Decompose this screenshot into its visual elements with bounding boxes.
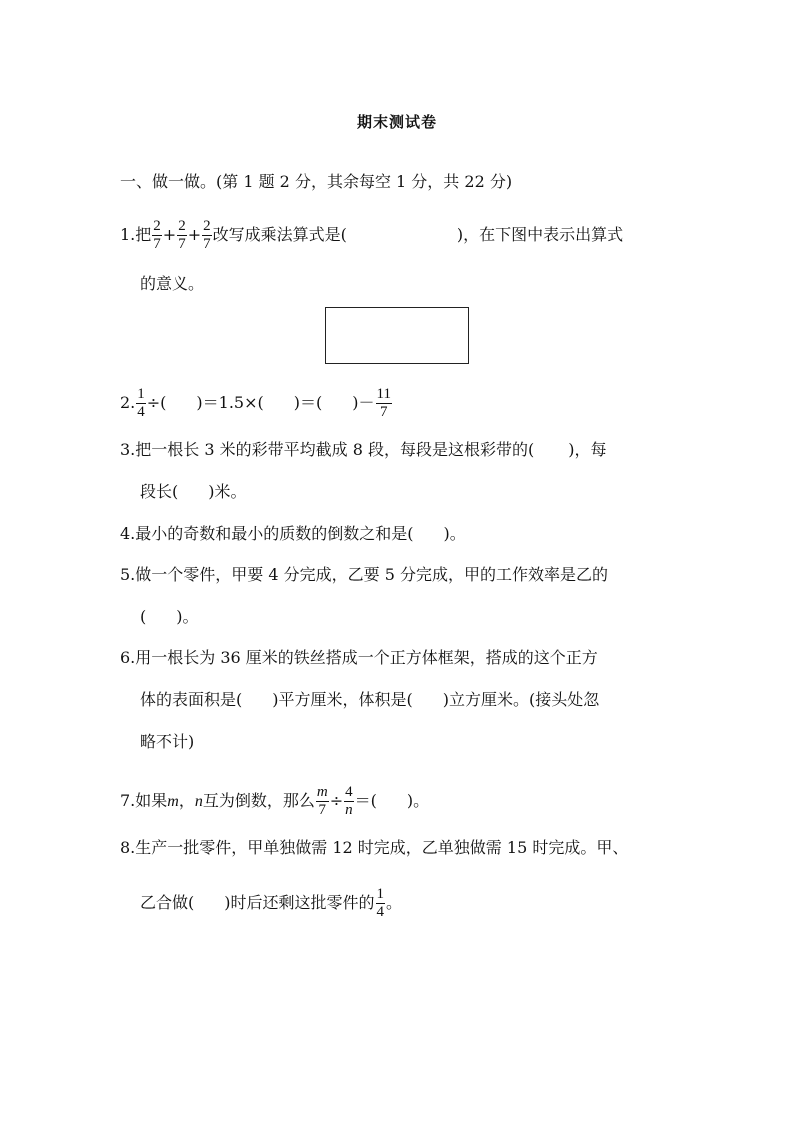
q7-c: ＝( [354,791,377,810]
q6-line2b: )平方厘米，体积是( [272,690,413,709]
q7-div: ÷ [329,791,344,810]
q8-fraction-num: 1 [376,886,384,902]
q1-fraction-1-den: 7 [153,236,161,252]
q1-plus-1: + [162,225,177,244]
q6-line3: 略不计) [140,732,195,751]
q1-fraction-3 [202,218,212,253]
q2-prefix: 2. [120,393,136,412]
question-7 [120,784,429,819]
q1-fraction-1-num: 2 [153,218,161,234]
q1-fraction-1 [152,218,162,253]
q2-part2: )＝1.5×( [196,393,264,412]
q2-fraction-1-num: 1 [137,386,145,402]
q2-fraction-2-num: 11 [376,386,391,402]
q1-line2: 的意义。 [140,274,205,293]
q3-line2a: 段长( [140,482,179,501]
q3-line1a: 3.把一根长 3 米的彩带平均截成 8 段，每段是这根彩带的( [120,440,535,459]
q8-line2a: 乙合做( [140,893,195,912]
q6-line2a: 体的表面积是( [140,690,243,709]
q6-line2 [140,690,599,710]
q3-line1b: )，每 [568,440,607,459]
q8-end: 。 [386,893,403,912]
q5-line2a: ( [140,607,147,626]
q1-fraction-3-den: 7 [203,236,211,252]
q7-fraction-2 [344,784,354,819]
q7-comma: ， [178,791,195,810]
q3-line2 [140,482,247,502]
q2-part1: ÷( [146,393,167,412]
q1-suffix: )，在下图中表示出算式 [456,225,624,244]
page-title: 期末测试卷 [356,113,437,131]
q7-var-n: n [194,793,203,810]
q7-a: 7.如果 [120,791,168,810]
q5-line2 [140,607,199,627]
q2-part4: )－ [352,393,375,412]
q7-b: 互为倒数，那么 [202,791,315,810]
q7-fraction-1 [316,784,329,819]
q1-fraction-2 [177,218,187,253]
section-heading: 一、做一做。(第 1 题 2 分，其余每空 1 分，共 22 分) [120,172,513,191]
q4-end: )。 [443,524,466,543]
q7-fraction-2-den: n [345,802,353,818]
q1-prefix: 1.把 [120,225,152,244]
q2-fraction-2-den: 7 [379,404,388,420]
q8-fraction [376,886,386,921]
q1-fraction-3-num: 2 [203,218,211,234]
q8-fraction-den: 4 [376,904,384,920]
q7-fraction-1-num: m [316,784,328,800]
q1-drawing-box[interactable] [325,307,469,364]
q8-line2b: )时后还剩这批零件的 [224,893,375,912]
q2-fraction-1 [136,386,146,421]
question-8: 8.生产一批零件，甲单独做需 12 时完成，乙单独做需 15 时完成。甲、 [120,838,629,857]
q8-line2 [140,886,402,921]
q7-fraction-2-num: 4 [345,784,353,800]
question-4 [120,524,466,544]
q2-fraction-1-den: 4 [137,404,145,420]
q7-var-m: m [167,793,179,810]
question-3 [120,440,606,460]
q1-plus-2: + [187,225,202,244]
q7-d: )。 [406,791,430,810]
q6-line2c: )立方厘米。(接头处忽 [442,690,600,709]
question-6: 6.用一根长为 36 厘米的铁丝搭成一个正方体框架，搭成的这个正方 [120,648,598,667]
question-1 [120,218,623,253]
q4-text: 4.最小的奇数和最小的质数的倒数之和是( [120,524,414,543]
q1-middle: 改写成乘法算式是( [212,225,347,244]
q3-line2b: )米。 [208,482,247,501]
q5-line2b: )。 [176,607,199,626]
q1-fraction-2-den: 7 [178,236,186,252]
q1-fraction-2-num: 2 [178,218,186,234]
q2-fraction-2 [376,386,392,421]
q7-fraction-1-den: 7 [318,802,327,818]
question-5: 5.做一个零件，甲要 4 分完成，乙要 5 分完成，甲的工作效率是乙的 [120,565,608,584]
question-2 [120,386,393,421]
q2-part3: )＝( [293,393,323,412]
